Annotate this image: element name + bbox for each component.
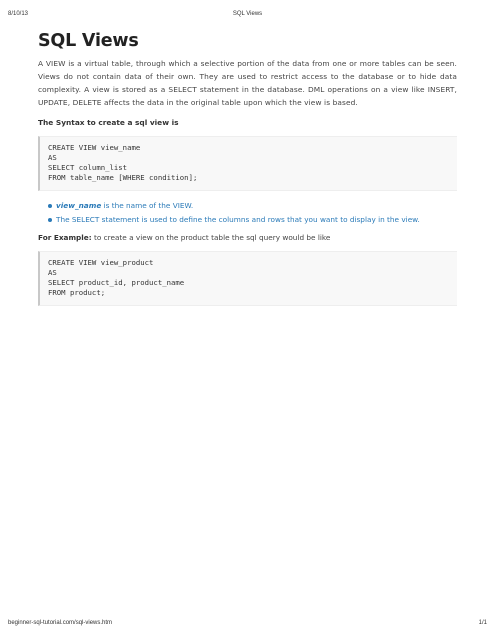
code-line: CREATE VIEW view_name (48, 143, 141, 152)
code-line: AS (48, 268, 57, 277)
list-item-text: is the name of the VIEW. (101, 201, 194, 210)
code-line: SELECT product_id, product_name (48, 278, 185, 287)
bullet-icon (48, 218, 52, 222)
print-url: beginner-sql-tutorial.com/sql-views.htm (8, 620, 113, 626)
example-code-block (38, 251, 457, 306)
print-page-title: SQL Views (232, 11, 263, 17)
code-line: SELECT column_list (48, 163, 128, 172)
example-label: For Example: (38, 233, 92, 242)
example-paragraph (38, 233, 457, 243)
example-text: to create a view on the product table the sql query would be like (91, 233, 331, 242)
page-count: 1/1 (478, 620, 487, 626)
bullet-icon (48, 204, 52, 208)
list-item (38, 199, 457, 213)
list-item (38, 213, 457, 227)
code-line: AS (48, 153, 57, 162)
syntax-notes-list (38, 199, 457, 227)
term-view-name: view_name (56, 201, 102, 210)
print-date: 8/10/13 (8, 11, 29, 17)
list-item-text: The SELECT statement is used to define the columns and rows that you want to display in the view. (56, 215, 420, 224)
intro-paragraph: A VIEW is a virtual table, through which a selective portion of the data from one or more tables can be seen. Views do not contain data of their own. They are used to restrict access to the database or to hide data complexity. A view is stored as a SELECT statement in the database. DML operations on a view like INSERT, UPDATE, DELETE affects the data in the original table upon which the view is based. (38, 59, 457, 107)
syntax-code-block (38, 136, 457, 191)
page-title: SQL Views (38, 31, 139, 51)
code-line: CREATE VIEW view_product (48, 258, 154, 267)
code-line: FROM table_name [WHERE condition]; (48, 173, 198, 182)
code-line: FROM product; (48, 288, 106, 297)
syntax-heading: The Syntax to create a sql view is (38, 118, 179, 127)
article (38, 30, 457, 306)
